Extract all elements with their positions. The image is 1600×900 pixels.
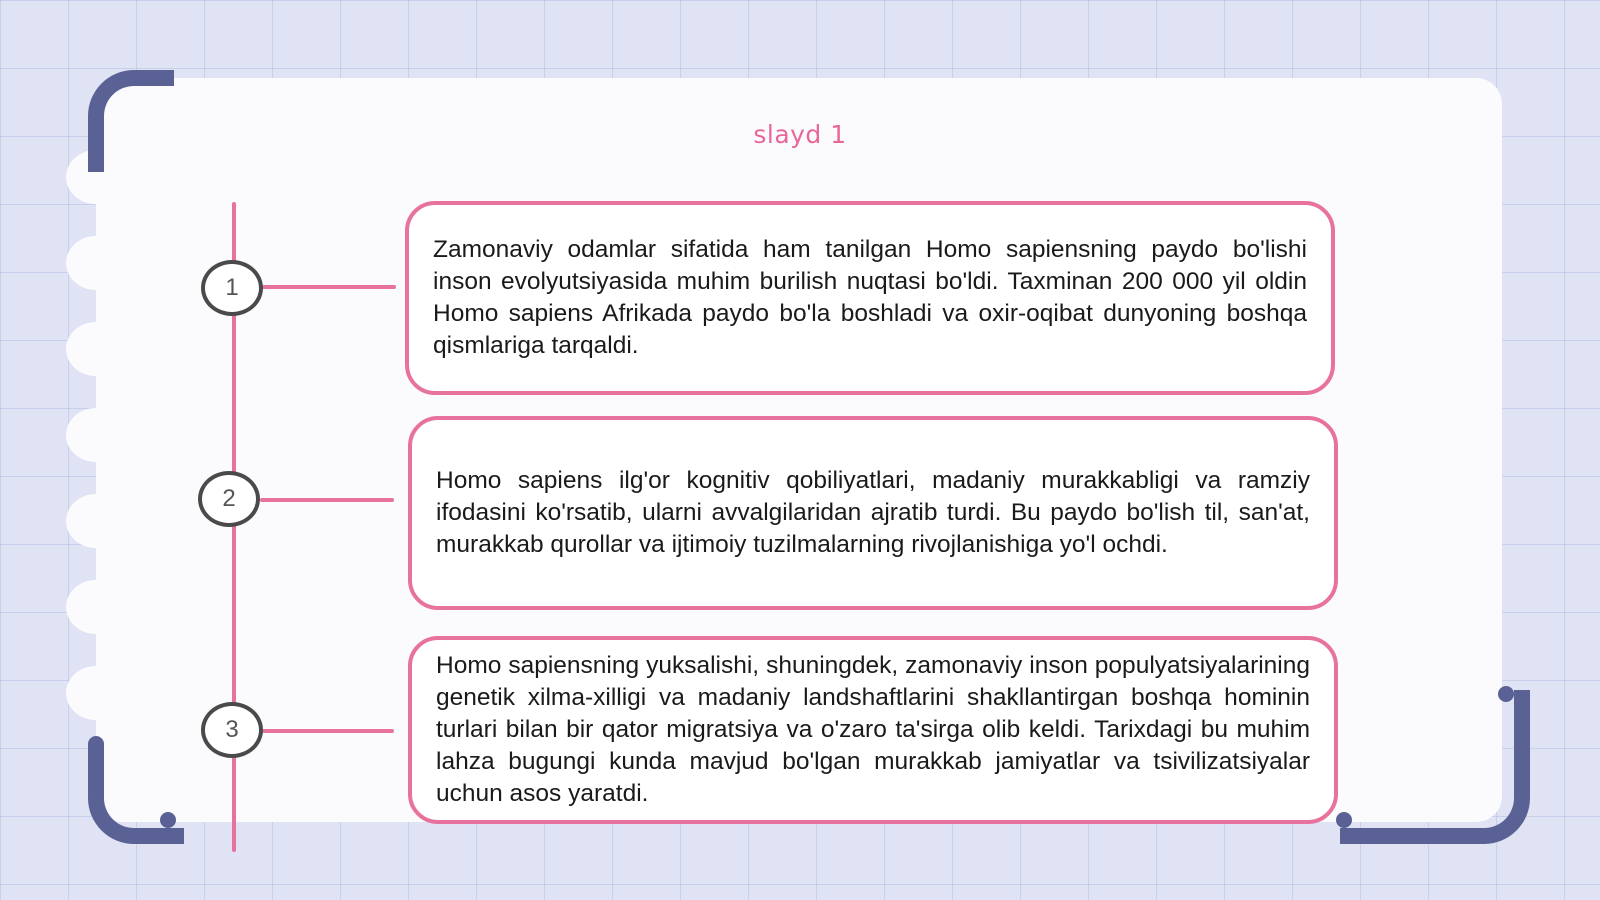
- timeline-connector-2: [260, 498, 394, 502]
- paper-scallop: [66, 666, 126, 720]
- timeline-card-2: [408, 416, 1338, 610]
- timeline-node-1: 1: [201, 260, 263, 316]
- frame-corner-cap: [160, 812, 176, 828]
- timeline-card-text: Zamonaviy odamlar sifatida ham tanilgan Homo sapiensning paydo bo'lishi inson evolyutsiyasida muhim burilish nuqtasi bo'ldi. Taxminan 200 000 yil oldin Homo sapiens Afrikada paydo bo'la boshladi va oxir-oqibat dunyoning boshqa qismlariga tarqaldi.: [433, 236, 1307, 359]
- timeline-connector-3: [262, 729, 394, 733]
- slide-title: slayd 1: [753, 120, 847, 149]
- timeline-card-text: Homo sapiensning yuksalishi, shuningdek, zamonaviy inson populyatsiyalarining genetik xilma-xilligi va madaniy landshaftlarini shakllantirgan boshqa hominin turlari bilan bir qator migratsiya va o'zaro ta'sirga olib keldi. Tarixdagi bu muhim lahza bugungi kunda mavjud bo'lgan murakkab jamiyatlar va tsivilizatsiyalar uchun asos yaratdi.: [436, 652, 1310, 807]
- timeline-node-2: 2: [198, 471, 260, 527]
- frame-corner-cap: [1336, 812, 1352, 828]
- frame-corner-bottom-right: [1340, 690, 1530, 844]
- timeline-card-text: Homo sapiens ilg'or kognitiv qobiliyatlari, madaniy murakkabligi va ramziy ifodasini ko'rsatib, ularni avvalgilaridan ajratib turdi. Bu paydo bo'lish til, san'at, murakkab qurollar va ijtimoiy tuzilmalarning rivojlanishiga yo'l ochdi.: [436, 467, 1310, 558]
- timeline-card-1: [405, 201, 1335, 395]
- paper-scallop: [66, 322, 126, 376]
- frame-corner-cap: [88, 736, 104, 752]
- frame-corner-bottom-left: [88, 744, 184, 844]
- frame-corner-cap: [134, 70, 150, 86]
- paper-scallop: [66, 236, 126, 290]
- timeline-card-3: [408, 636, 1338, 824]
- timeline-node-3: 3: [201, 702, 263, 758]
- paper-scallop: [66, 408, 126, 462]
- timeline-connector-1: [262, 285, 396, 289]
- frame-corner-cap: [1498, 686, 1514, 702]
- paper-scallop: [66, 494, 126, 548]
- paper-scallop: [66, 580, 126, 634]
